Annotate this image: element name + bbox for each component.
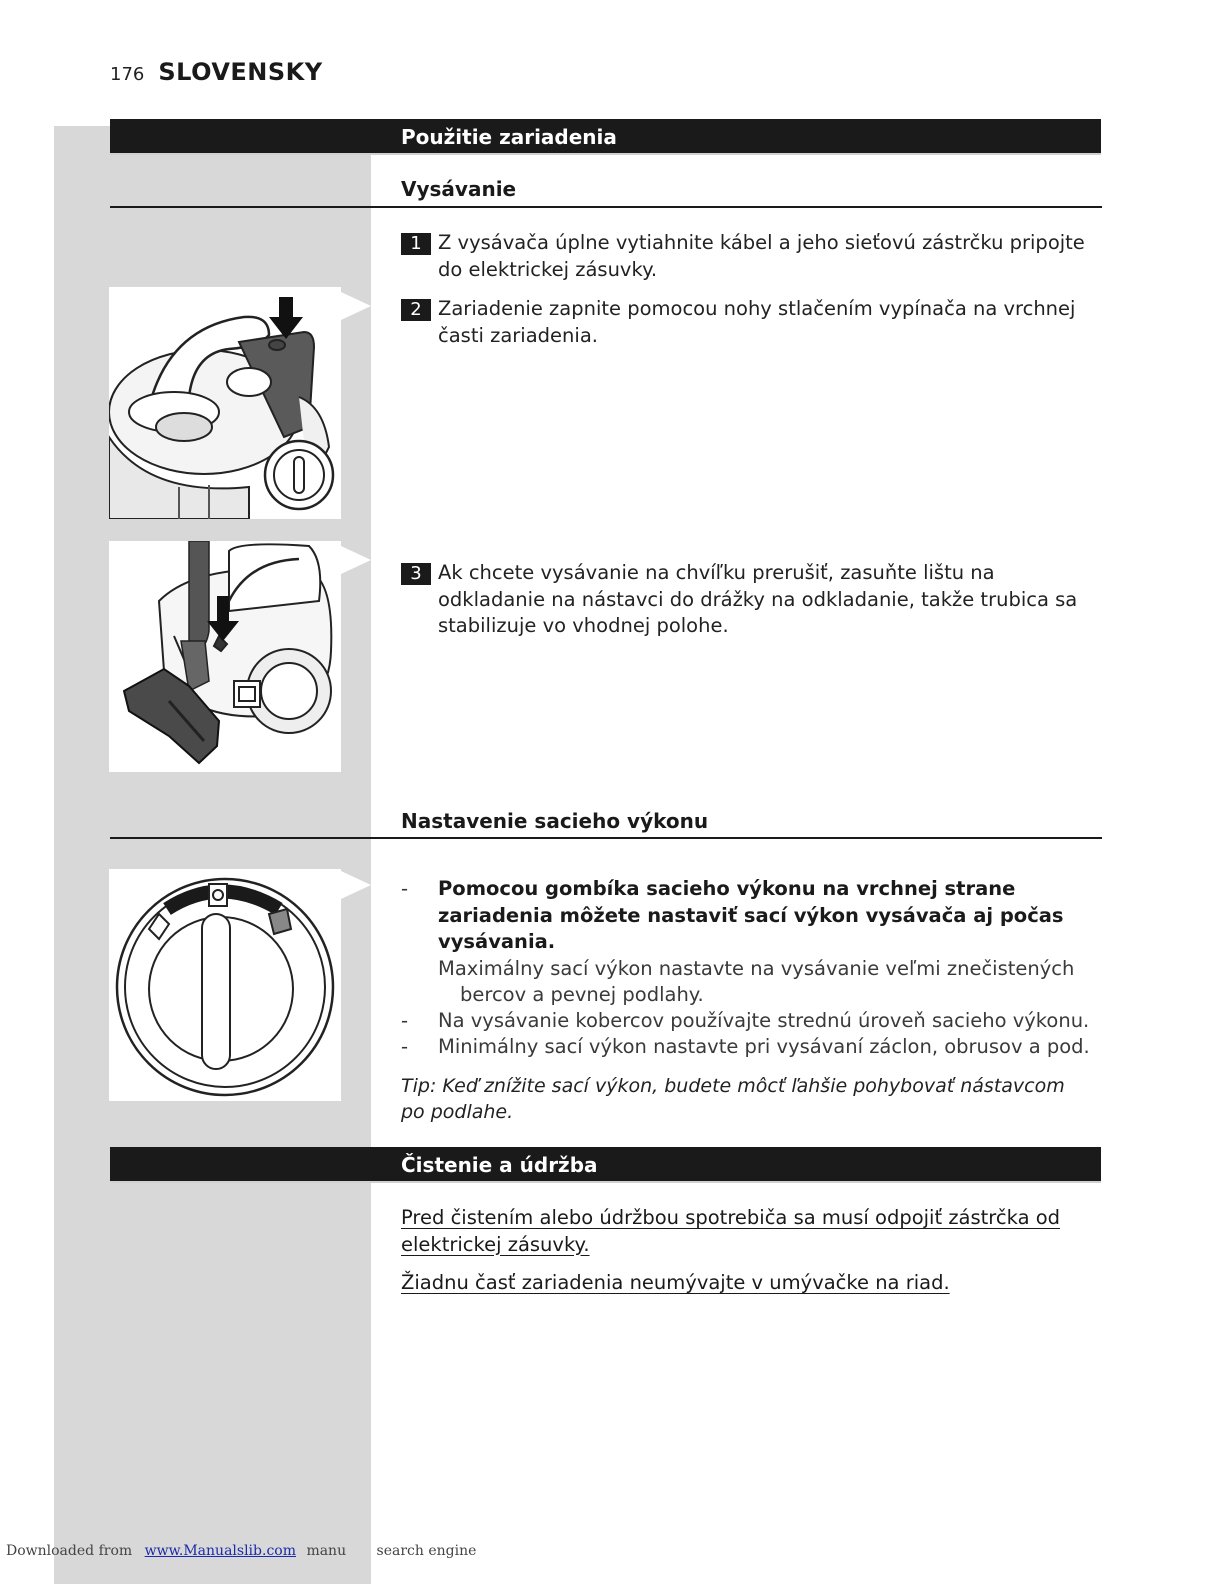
section-title-cleaning: Čistenie a údržba <box>401 1153 598 1177</box>
suction-bullet-2-text: Na vysávanie kobercov používajte strednú úroveň sacieho výkonu. <box>438 1009 1090 1032</box>
footer-prefix: Downloaded from <box>6 1543 133 1559</box>
footer-word-1: manu <box>306 1543 347 1559</box>
suction-bullet-2 <box>401 1008 1106 1035</box>
step-text-2: Zariadenie zapnite pomocou nohy stlačením vypínača na vrchnej časti zariadenia. <box>438 297 1076 347</box>
download-footer <box>6 1543 484 1559</box>
heading-suction: Nastavenie sacieho výkonu <box>401 809 709 833</box>
section-title-use: Použitie zariadenia <box>401 125 617 149</box>
footer-word-2: search engine <box>376 1543 477 1559</box>
page-language: SLOVENSKY <box>158 58 323 86</box>
suction-bullet-cont-1: Maximálny sací výkon nastavte na vysávanie veľmi znečistených <box>438 956 1075 980</box>
heading-vacuuming: Vysávanie <box>401 177 517 201</box>
figure-pointer-1 <box>341 292 371 320</box>
heading-rule-vacuuming <box>110 206 1102 208</box>
cleaning-warning-2: Žiadnu časť zariadenia neumývajte v umývačke na riad. <box>401 1271 950 1294</box>
figure-pointer-2 <box>341 546 371 574</box>
section-bar-use <box>110 119 1101 155</box>
step-number-3: 3 <box>401 563 431 585</box>
bullet-dash: - <box>401 1035 409 1058</box>
vacuum-foot-switch-icon <box>109 287 341 519</box>
figure-foot-switch <box>109 287 341 519</box>
suction-power-dial-icon <box>109 869 341 1101</box>
suction-bullet-cont-2: bercov a pevnej podlahy. <box>460 983 704 1006</box>
step-number-1: 1 <box>401 233 431 255</box>
cleaning-warning-1: Pred čistením alebo údržbou spotrebiča sa musí odpojiť zástrčka od elektrickej zásuvky. <box>401 1206 1061 1256</box>
section-bar-cleaning <box>110 1147 1101 1183</box>
heading-rule-suction <box>110 837 1102 839</box>
page-header <box>110 58 323 86</box>
figure-parking-slot <box>109 541 341 772</box>
step-2 <box>401 296 1106 349</box>
footer-link[interactable]: www.Manualslib.com <box>144 1543 296 1559</box>
step-number-2: 2 <box>401 299 431 321</box>
step-text-1: Z vysávača úplne vytiahnite kábel a jeho sieťovú zástrčku pripojte do elektrickej zásuvky. <box>438 231 1085 281</box>
bullet-dash: - <box>401 1009 409 1032</box>
figure-suction-dial <box>109 869 341 1101</box>
step-3 <box>401 560 1106 640</box>
step-text-3: Ak chcete vysávanie na chvíľku prerušiť, zasuňte lištu na odkladanie na nástavci do drážky na odkladanie, takže trubica sa stabilizuje vo vhodnej polohe. <box>438 561 1078 637</box>
suction-bullet-3 <box>401 1034 1106 1061</box>
suction-tip: Tip: Keď znížite sací výkon, budete môcť ľahšie pohybovať nástavcom po podlahe. <box>401 1075 1065 1123</box>
figure-pointer-3 <box>341 871 371 899</box>
suction-bullet-1 <box>401 876 1106 1009</box>
step-1 <box>401 230 1106 283</box>
vacuum-parking-slot-icon <box>109 541 341 772</box>
suction-bullet-3-text: Minimálny sací výkon nastavte pri vysávaní záclon, obrusov a pod. <box>438 1035 1090 1058</box>
suction-bullet-bold: Pomocou gombíka sacieho výkonu na vrchnej strane zariadenia môžete nastaviť sací výkon vysávača aj počas vysávania. <box>438 877 1064 953</box>
page-number: 176 <box>110 64 145 85</box>
bullet-dash: - <box>401 877 409 900</box>
